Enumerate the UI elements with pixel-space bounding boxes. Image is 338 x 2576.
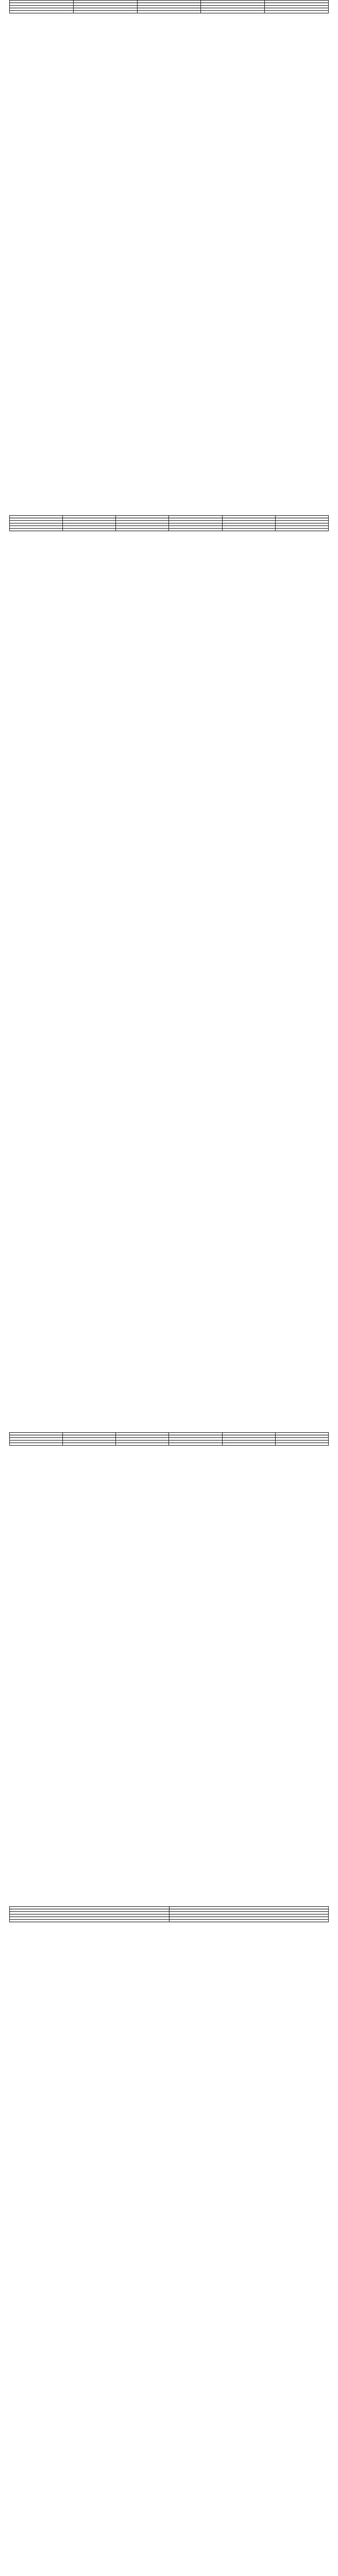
papers-cell (10, 1920, 170, 1922)
inventions-cell (222, 529, 275, 531)
utility-section (9, 1432, 329, 1446)
utility-cell (169, 1443, 222, 1446)
utility-cell (10, 1443, 63, 1446)
inventions-cell (275, 529, 328, 531)
standards-table (9, 0, 329, 13)
standards-section (9, 0, 329, 13)
inventions-cell (10, 529, 63, 531)
inventions-row (10, 529, 329, 531)
utility-cell (116, 1443, 169, 1446)
standards-cell (137, 11, 201, 13)
utility-table (9, 1432, 329, 1446)
inventions-cell (169, 529, 222, 531)
standards-cell (201, 11, 265, 13)
papers-section (9, 1906, 329, 1922)
standards-cell (10, 11, 74, 13)
standards-row (10, 11, 329, 13)
standards-cell (73, 11, 137, 13)
utility-cell (275, 1443, 328, 1446)
inventions-cell (63, 529, 116, 531)
papers-row (10, 1920, 329, 1922)
utility-row (10, 1443, 329, 1446)
utility-cell (63, 1443, 116, 1446)
utility-cell (222, 1443, 275, 1446)
papers-table (9, 1906, 329, 1922)
standards-cell (265, 11, 329, 13)
inventions-section (9, 515, 329, 531)
inventions-cell (116, 529, 169, 531)
inventions-table (9, 515, 329, 531)
papers-cell (169, 1920, 329, 1922)
